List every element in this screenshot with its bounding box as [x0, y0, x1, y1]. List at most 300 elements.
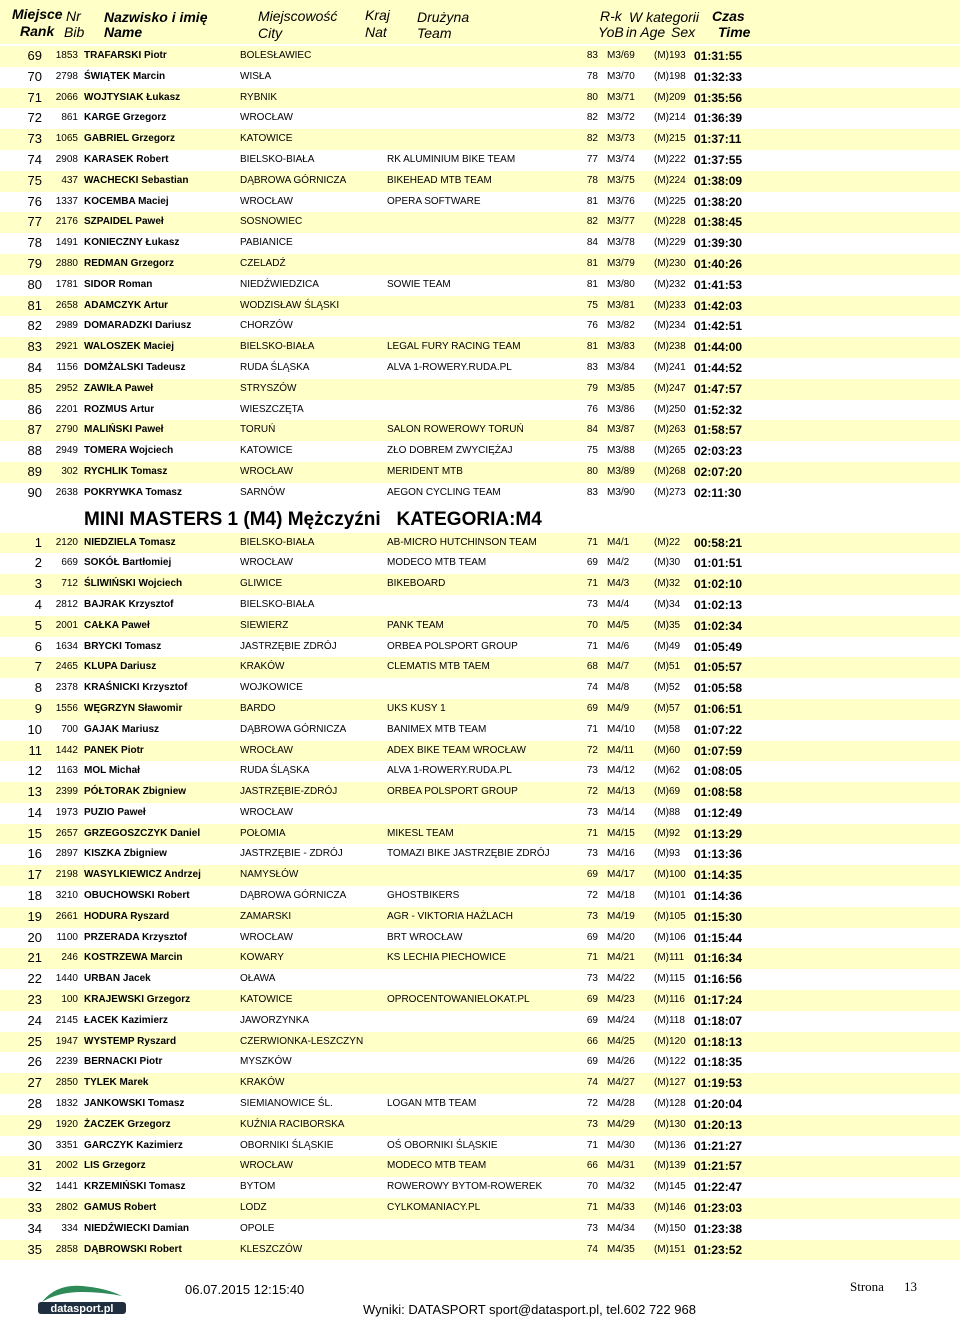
cell-name: KISZKA Zbigniew: [84, 848, 167, 860]
cell-yob: 84: [586, 237, 598, 249]
table-row: [0, 1198, 960, 1219]
cell-name: KARGE Grzegorz: [84, 112, 167, 124]
cell-city: MYSZKÓW: [240, 1056, 292, 1068]
cell-city: POŁOMIA: [240, 827, 286, 839]
cell-yob: 73: [586, 806, 598, 818]
cell-name: GAMUS Robert: [84, 1202, 157, 1214]
cell-time: 01:18:07: [694, 1013, 743, 1028]
cell-name: KLUPA Dariusz: [84, 661, 157, 673]
cell-name: KRAJEWSKI Grzegorz: [84, 994, 191, 1006]
cell-rank: 71: [27, 89, 42, 105]
cell-yob: 66: [586, 1035, 598, 1047]
cell-city: DĄBROWA GÓRNICZA: [240, 890, 347, 902]
cell-time: 01:37:11: [694, 132, 742, 147]
cell-city: WISŁA: [240, 70, 272, 82]
cell-bib: 1440: [55, 973, 78, 985]
cell-city: OŁAWA: [240, 973, 276, 985]
cell-mrank: (M)229: [654, 237, 686, 249]
cell-time: 01:17:24: [694, 993, 743, 1008]
cell-bib: 2949: [55, 445, 78, 457]
cell-time: 01:15:44: [694, 930, 743, 945]
header-cat-en: in Age: [626, 24, 666, 40]
cell-rank: 76: [27, 193, 42, 209]
cell-cat: M4/14: [607, 806, 635, 818]
cell-mrank: (M)238: [654, 341, 686, 353]
cell-mrank: (M)224: [654, 174, 686, 186]
cell-mrank: (M)120: [654, 1035, 686, 1047]
cell-rank: 3: [34, 576, 42, 592]
cell-city: RUDA ŚLĄSKA: [240, 361, 310, 373]
cell-time: 01:12:49: [694, 805, 743, 820]
cell-mrank: (M)62: [654, 765, 681, 777]
cell-yob: 83: [586, 486, 598, 498]
cell-rank: 19: [27, 908, 42, 924]
table-row: [0, 928, 960, 949]
cell-name: TOMERA Wojciech: [84, 445, 174, 457]
cell-time: 01:40:26: [694, 256, 743, 271]
cell-city: OPOLE: [240, 1222, 275, 1234]
table-row: [0, 337, 960, 358]
cell-rank: 69: [27, 48, 42, 63]
table-row: [0, 699, 960, 720]
cell-city: DĄBROWA GÓRNICZA: [240, 723, 347, 735]
cell-rank: 86: [27, 401, 42, 417]
cell-rank: 29: [27, 1116, 42, 1132]
cell-city: ZAMARSKI: [240, 910, 292, 922]
cell-yob: 68: [586, 661, 598, 673]
cell-name: WALOSZEK Maciej: [84, 341, 175, 353]
datasport-logo: [36, 1280, 128, 1316]
cell-cat: M4/34: [607, 1222, 635, 1234]
cell-name: WYSTEMP Ryszard: [84, 1035, 177, 1047]
cell-yob: 74: [586, 1243, 598, 1255]
cell-time: 02:07:20: [694, 464, 743, 479]
cell-name: ŻACZEK Grzegorz: [84, 1118, 171, 1130]
cell-rank: 14: [27, 804, 42, 820]
table-row: [0, 1156, 960, 1177]
cell-time: 01:42:03: [694, 298, 743, 313]
cell-name: BERNACKI Piotr: [84, 1056, 163, 1068]
cell-name: ROZMUS Artur: [84, 403, 155, 415]
cell-cat: M3/81: [607, 299, 635, 311]
cell-time: 01:18:35: [694, 1055, 743, 1070]
cell-time: 02:11:30: [694, 485, 742, 500]
cell-cat: M4/31: [607, 1160, 635, 1172]
cell-time: 01:14:36: [694, 889, 743, 904]
cell-time: 01:16:56: [694, 972, 743, 987]
cell-rank: 33: [27, 1200, 42, 1216]
cell-team: LOGAN MTB TEAM: [387, 1098, 477, 1110]
cell-bib: 1156: [56, 361, 78, 373]
cell-name: PUZIO Paweł: [84, 806, 146, 818]
cell-name: DĄBROWSKI Robert: [84, 1243, 182, 1255]
table-row: [0, 886, 960, 907]
cell-yob: 71: [586, 723, 598, 735]
cell-bib: 2066: [55, 91, 78, 103]
cell-rank: 6: [34, 638, 42, 654]
cell-team: AGR - VIKTORIA HAŻLACH: [387, 910, 513, 922]
cell-city: KATOWICE: [240, 133, 293, 145]
cell-cat: M4/8: [607, 682, 630, 694]
cell-bib: 2378: [55, 682, 78, 694]
cell-mrank: (M)151: [654, 1243, 686, 1255]
cell-team: BIKEHEAD MTB TEAM: [387, 174, 492, 186]
cell-cat: M3/79: [607, 257, 635, 269]
cell-mrank: (M)228: [654, 216, 686, 228]
table-row: [0, 1011, 960, 1032]
cell-bib: 2812: [55, 598, 78, 610]
cell-team: RK ALUMINIUM BIKE TEAM: [387, 153, 516, 165]
cell-cat: M3/88: [607, 445, 635, 457]
cell-yob: 70: [586, 619, 598, 631]
cell-time: 01:21:27: [694, 1138, 743, 1153]
cell-mrank: (M)139: [654, 1160, 686, 1172]
cell-cat: M4/1: [607, 536, 630, 548]
cell-bib: 2790: [55, 424, 78, 436]
cell-cat: M4/12: [607, 765, 635, 777]
cell-cat: M4/28: [607, 1098, 635, 1110]
cell-yob: 72: [586, 786, 598, 798]
cell-mrank: (M)214: [654, 112, 686, 124]
cell-time: 00:58:21: [694, 535, 743, 550]
table-row: [0, 948, 960, 969]
cell-rank: 28: [27, 1096, 42, 1112]
cell-team: ADEX BIKE TEAM WROCŁAW: [387, 744, 526, 756]
cell-rank: 31: [27, 1158, 42, 1174]
cell-cat: M4/11: [607, 744, 635, 756]
cell-team: ZŁO DOBREM ZWYCIĘŻAJ: [387, 445, 513, 457]
cell-city: BYTOM: [240, 1181, 276, 1193]
cell-yob: 71: [586, 640, 598, 652]
cell-rank: 70: [27, 68, 42, 84]
table-row: [0, 844, 960, 865]
cell-yob: 66: [586, 1160, 598, 1172]
cell-yob: 81: [586, 341, 598, 353]
cell-time: 02:03:23: [694, 444, 743, 459]
cell-bib: 1556: [55, 702, 78, 714]
header-time-pl: Czas: [712, 8, 745, 24]
cell-mrank: (M)265: [654, 445, 686, 457]
cell-city: GLIWICE: [240, 578, 283, 590]
table-row: [0, 1240, 960, 1261]
cell-mrank: (M)193: [654, 50, 686, 61]
cell-yob: 69: [586, 702, 598, 714]
cell-rank: 87: [27, 422, 42, 438]
logo-swoosh: [42, 1286, 122, 1302]
cell-rank: 88: [27, 443, 42, 459]
cell-cat: M4/13: [607, 786, 635, 798]
cell-name: WĘGRZYN Sławomir: [84, 702, 183, 714]
table-row: [0, 67, 960, 88]
cell-cat: M4/3: [607, 578, 630, 590]
cell-mrank: (M)100: [654, 869, 686, 881]
cell-yob: 83: [586, 361, 598, 373]
cell-yob: 77: [586, 153, 598, 165]
cell-rank: 83: [27, 339, 42, 355]
cell-cat: M3/71: [607, 91, 635, 103]
cell-team: SALON ROWEROWY TORUŃ: [387, 424, 524, 436]
cell-yob: 73: [586, 910, 598, 922]
cell-yob: 71: [586, 1202, 598, 1214]
cell-city: OBORNIKI ŚLĄSKIE: [240, 1139, 334, 1151]
cell-bib: 712: [61, 578, 78, 590]
cell-city: WIESZCZĘTA: [240, 403, 304, 415]
cell-yob: 73: [586, 848, 598, 860]
header-yob-pl: R-k: [600, 8, 622, 24]
cell-bib: 700: [61, 723, 78, 735]
table-row: [0, 574, 960, 595]
cell-time: 01:07:59: [694, 743, 743, 758]
cell-rank: 85: [27, 380, 42, 396]
table-row: [0, 129, 960, 150]
cell-name: KONIECZNY Łukasz: [84, 237, 180, 249]
table-row: [0, 379, 960, 400]
cell-bib: 2921: [55, 341, 78, 353]
cell-time: 01:58:57: [694, 423, 743, 438]
cell-name: ADAMCZYK Artur: [84, 299, 169, 311]
cell-yob: 79: [586, 382, 598, 394]
cell-name: POKRYWKA Tomasz: [84, 486, 182, 498]
cell-mrank: (M)69: [654, 786, 681, 798]
table-row: [0, 254, 960, 275]
page-number: 13: [904, 1279, 917, 1294]
cell-name: KOSTRZEWA Marcin: [84, 952, 183, 964]
cell-time: 01:36:39: [694, 111, 743, 126]
cell-city: KATOWICE: [240, 994, 293, 1006]
cell-yob: 81: [586, 278, 598, 290]
cell-name: OBUCHOWSKI Robert: [84, 890, 190, 902]
cell-team: CLEMATIS MTB TAEM: [387, 661, 490, 673]
cell-yob: 78: [586, 174, 598, 186]
cell-mrank: (M)57: [654, 702, 681, 714]
cell-name: PRZERADA Krzysztof: [84, 931, 187, 943]
cell-bib: 2657: [55, 827, 78, 839]
cell-bib: 2858: [55, 1243, 78, 1255]
cell-time: 01:39:30: [694, 236, 743, 251]
table-row: [0, 637, 960, 658]
category-heading-row: [0, 504, 960, 533]
cell-bib: 2989: [55, 320, 78, 332]
cell-mrank: (M)150: [654, 1222, 686, 1234]
cell-cat: M4/7: [607, 661, 630, 673]
table-row: [0, 46, 960, 67]
cell-yob: 80: [586, 465, 598, 477]
cell-cat: M3/89: [607, 465, 635, 477]
cell-rank: 72: [27, 110, 42, 126]
cell-cat: M3/78: [607, 237, 635, 249]
cell-time: 01:35:56: [694, 90, 743, 105]
cell-cat: M3/86: [607, 403, 635, 415]
cell-yob: 73: [586, 598, 598, 610]
table-row: [0, 1094, 960, 1115]
cell-rank: 9: [34, 700, 42, 716]
results-table: [0, 46, 960, 1260]
table-row: [0, 720, 960, 741]
cell-yob: 71: [586, 827, 598, 839]
cell-city: WROCŁAW: [240, 744, 293, 756]
table-row: [0, 824, 960, 845]
cell-cat: M3/82: [607, 320, 635, 332]
cell-cat: M3/83: [607, 341, 635, 353]
cell-name: MALIŃSKI Paweł: [84, 424, 164, 436]
cell-yob: 71: [586, 536, 598, 548]
cell-mrank: (M)52: [654, 682, 681, 694]
cell-time: 01:44:00: [694, 340, 743, 355]
cell-yob: 76: [586, 320, 598, 332]
cell-team: ORBEA POLSPORT GROUP: [387, 786, 518, 798]
header-city-pl: Miejscowość: [258, 8, 338, 24]
cell-bib: 2850: [55, 1077, 78, 1089]
header-team-en: Team: [417, 25, 452, 41]
cell-time: 01:16:34: [694, 951, 743, 966]
cell-cat: M4/5: [607, 619, 630, 631]
cell-time: 01:18:13: [694, 1034, 743, 1049]
cell-cat: M4/18: [607, 890, 635, 902]
cell-name: NIEDZIELA Tomasz: [84, 536, 176, 548]
cell-rank: 1: [34, 534, 42, 550]
cell-time: 01:23:38: [694, 1221, 743, 1236]
cell-rank: 11: [28, 742, 42, 758]
cell-bib: 2880: [55, 257, 78, 269]
cell-rank: 74: [27, 151, 42, 167]
cell-rank: 84: [27, 359, 42, 375]
page-label: Strona: [850, 1279, 884, 1294]
table-row: [0, 171, 960, 192]
cell-mrank: (M)58: [654, 723, 681, 735]
cell-mrank: (M)247: [654, 382, 686, 394]
cell-team: TOMAZI BIKE JASTRZĘBIE ZDRÓJ: [387, 848, 550, 860]
cell-cat: M4/10: [607, 723, 635, 735]
cell-cat: M4/26: [607, 1056, 635, 1068]
cell-bib: 1920: [55, 1118, 78, 1130]
cell-mrank: (M)146: [654, 1202, 686, 1214]
cell-rank: 80: [27, 276, 42, 292]
cell-rank: 81: [27, 297, 42, 313]
table-row: [0, 907, 960, 928]
cell-yob: 73: [586, 1118, 598, 1130]
table-row: [0, 761, 960, 782]
table-row: [0, 233, 960, 254]
cell-rank: 30: [27, 1137, 42, 1153]
table-row: [0, 150, 960, 171]
cell-time: 01:21:57: [694, 1159, 743, 1174]
cell-mrank: (M)268: [654, 465, 686, 477]
print-datetime: 06.07.2015 12:15:40: [185, 1282, 305, 1297]
cell-bib: 2638: [55, 486, 78, 498]
cell-yob: 69: [586, 1014, 598, 1026]
cell-cat: M4/24: [607, 1014, 635, 1026]
cell-bib: 2661: [55, 910, 78, 922]
cell-yob: 72: [586, 890, 598, 902]
cell-city: WROCŁAW: [240, 557, 293, 569]
cell-city: BIELSKO-BIAŁA: [240, 598, 315, 610]
cell-rank: 78: [27, 235, 42, 251]
cell-city: WODZISŁAW ŚLĄSKI: [240, 299, 340, 311]
cell-time: 01:05:57: [694, 660, 743, 675]
cell-bib: 100: [61, 994, 78, 1006]
cell-mrank: (M)49: [654, 640, 681, 652]
cell-yob: 80: [586, 91, 598, 103]
cell-name: NIEDŹWIECKI Damian: [84, 1222, 190, 1234]
cell-bib: 2658: [55, 299, 78, 311]
cell-rank: 25: [27, 1033, 42, 1049]
cell-bib: 2120: [55, 536, 78, 548]
cell-city: WROCŁAW: [240, 465, 293, 477]
table-row: [0, 595, 960, 616]
cell-city: SOSNOWIEC: [240, 216, 303, 228]
cell-rank: 32: [27, 1179, 42, 1195]
cell-mrank: (M)198: [654, 70, 686, 82]
cell-bib: 2145: [55, 1014, 78, 1026]
table-row: [0, 296, 960, 317]
cell-yob: 82: [586, 133, 598, 145]
cell-bib: 2802: [55, 1202, 78, 1214]
cell-team: ALVA 1-ROWERY.RUDA.PL: [387, 361, 512, 373]
cell-bib: 334: [61, 1222, 78, 1234]
cell-name: GABRIEL Grzegorz: [84, 133, 175, 145]
table-row: [0, 553, 960, 574]
table-row: [0, 782, 960, 803]
cell-city: JASTRZĘBIE-ZDRÓJ: [240, 786, 338, 798]
cell-mrank: (M)127: [654, 1077, 686, 1089]
table-row: [0, 969, 960, 990]
cell-rank: 2: [34, 555, 42, 571]
cell-bib: 1337: [55, 195, 78, 207]
table-row: [0, 1115, 960, 1136]
cell-bib: 2798: [55, 70, 78, 82]
cell-time: 01:41:53: [694, 277, 743, 292]
cell-time: 01:52:32: [694, 402, 743, 417]
table-row: [0, 1073, 960, 1094]
cell-cat: M3/77: [607, 216, 635, 228]
cell-name: GARCZYK Kazimierz: [84, 1139, 183, 1151]
header-sex-en: Sex: [671, 24, 696, 40]
cell-name: ZAWIŁA Paweł: [84, 382, 154, 394]
cell-rank: 15: [27, 825, 42, 841]
cell-rank: 75: [27, 172, 42, 188]
cell-mrank: (M)263: [654, 424, 686, 436]
cell-name: BRYCKI Tomasz: [84, 640, 162, 652]
cell-rank: 82: [27, 318, 42, 334]
cell-city: WROCŁAW: [240, 1160, 293, 1172]
cell-city: KATOWICE: [240, 445, 293, 457]
cell-time: 01:32:33: [694, 69, 743, 84]
cell-mrank: (M)225: [654, 195, 686, 207]
table-row: [0, 483, 960, 504]
cell-yob: 71: [586, 578, 598, 590]
cell-city: SARNÓW: [240, 486, 285, 498]
cell-name: ŚWIĄTEK Marcin: [84, 70, 166, 82]
cell-team: CYLKOMANIACY.PL: [387, 1202, 481, 1214]
cell-name: JANKOWSKI Tomasz: [84, 1098, 185, 1110]
cell-mrank: (M)32: [654, 578, 681, 590]
cell-yob: 72: [586, 1098, 598, 1110]
header-team-pl: Drużyna: [417, 9, 470, 25]
cell-yob: 75: [586, 445, 598, 457]
cell-mrank: (M)130: [654, 1118, 686, 1130]
cell-cat: M4/19: [607, 910, 635, 922]
cell-yob: 72: [586, 744, 598, 756]
cell-yob: 73: [586, 1222, 598, 1234]
cell-time: 01:02:13: [694, 597, 743, 612]
cell-bib: 1853: [55, 50, 78, 61]
cell-bib: 1442: [55, 744, 78, 756]
cell-cat: M3/76: [607, 195, 635, 207]
cell-bib: 246: [61, 952, 78, 964]
cell-cat: M3/85: [607, 382, 635, 394]
header-rank-en: Rank: [20, 23, 55, 39]
cell-team: LEGAL FURY RACING TEAM: [387, 341, 521, 353]
